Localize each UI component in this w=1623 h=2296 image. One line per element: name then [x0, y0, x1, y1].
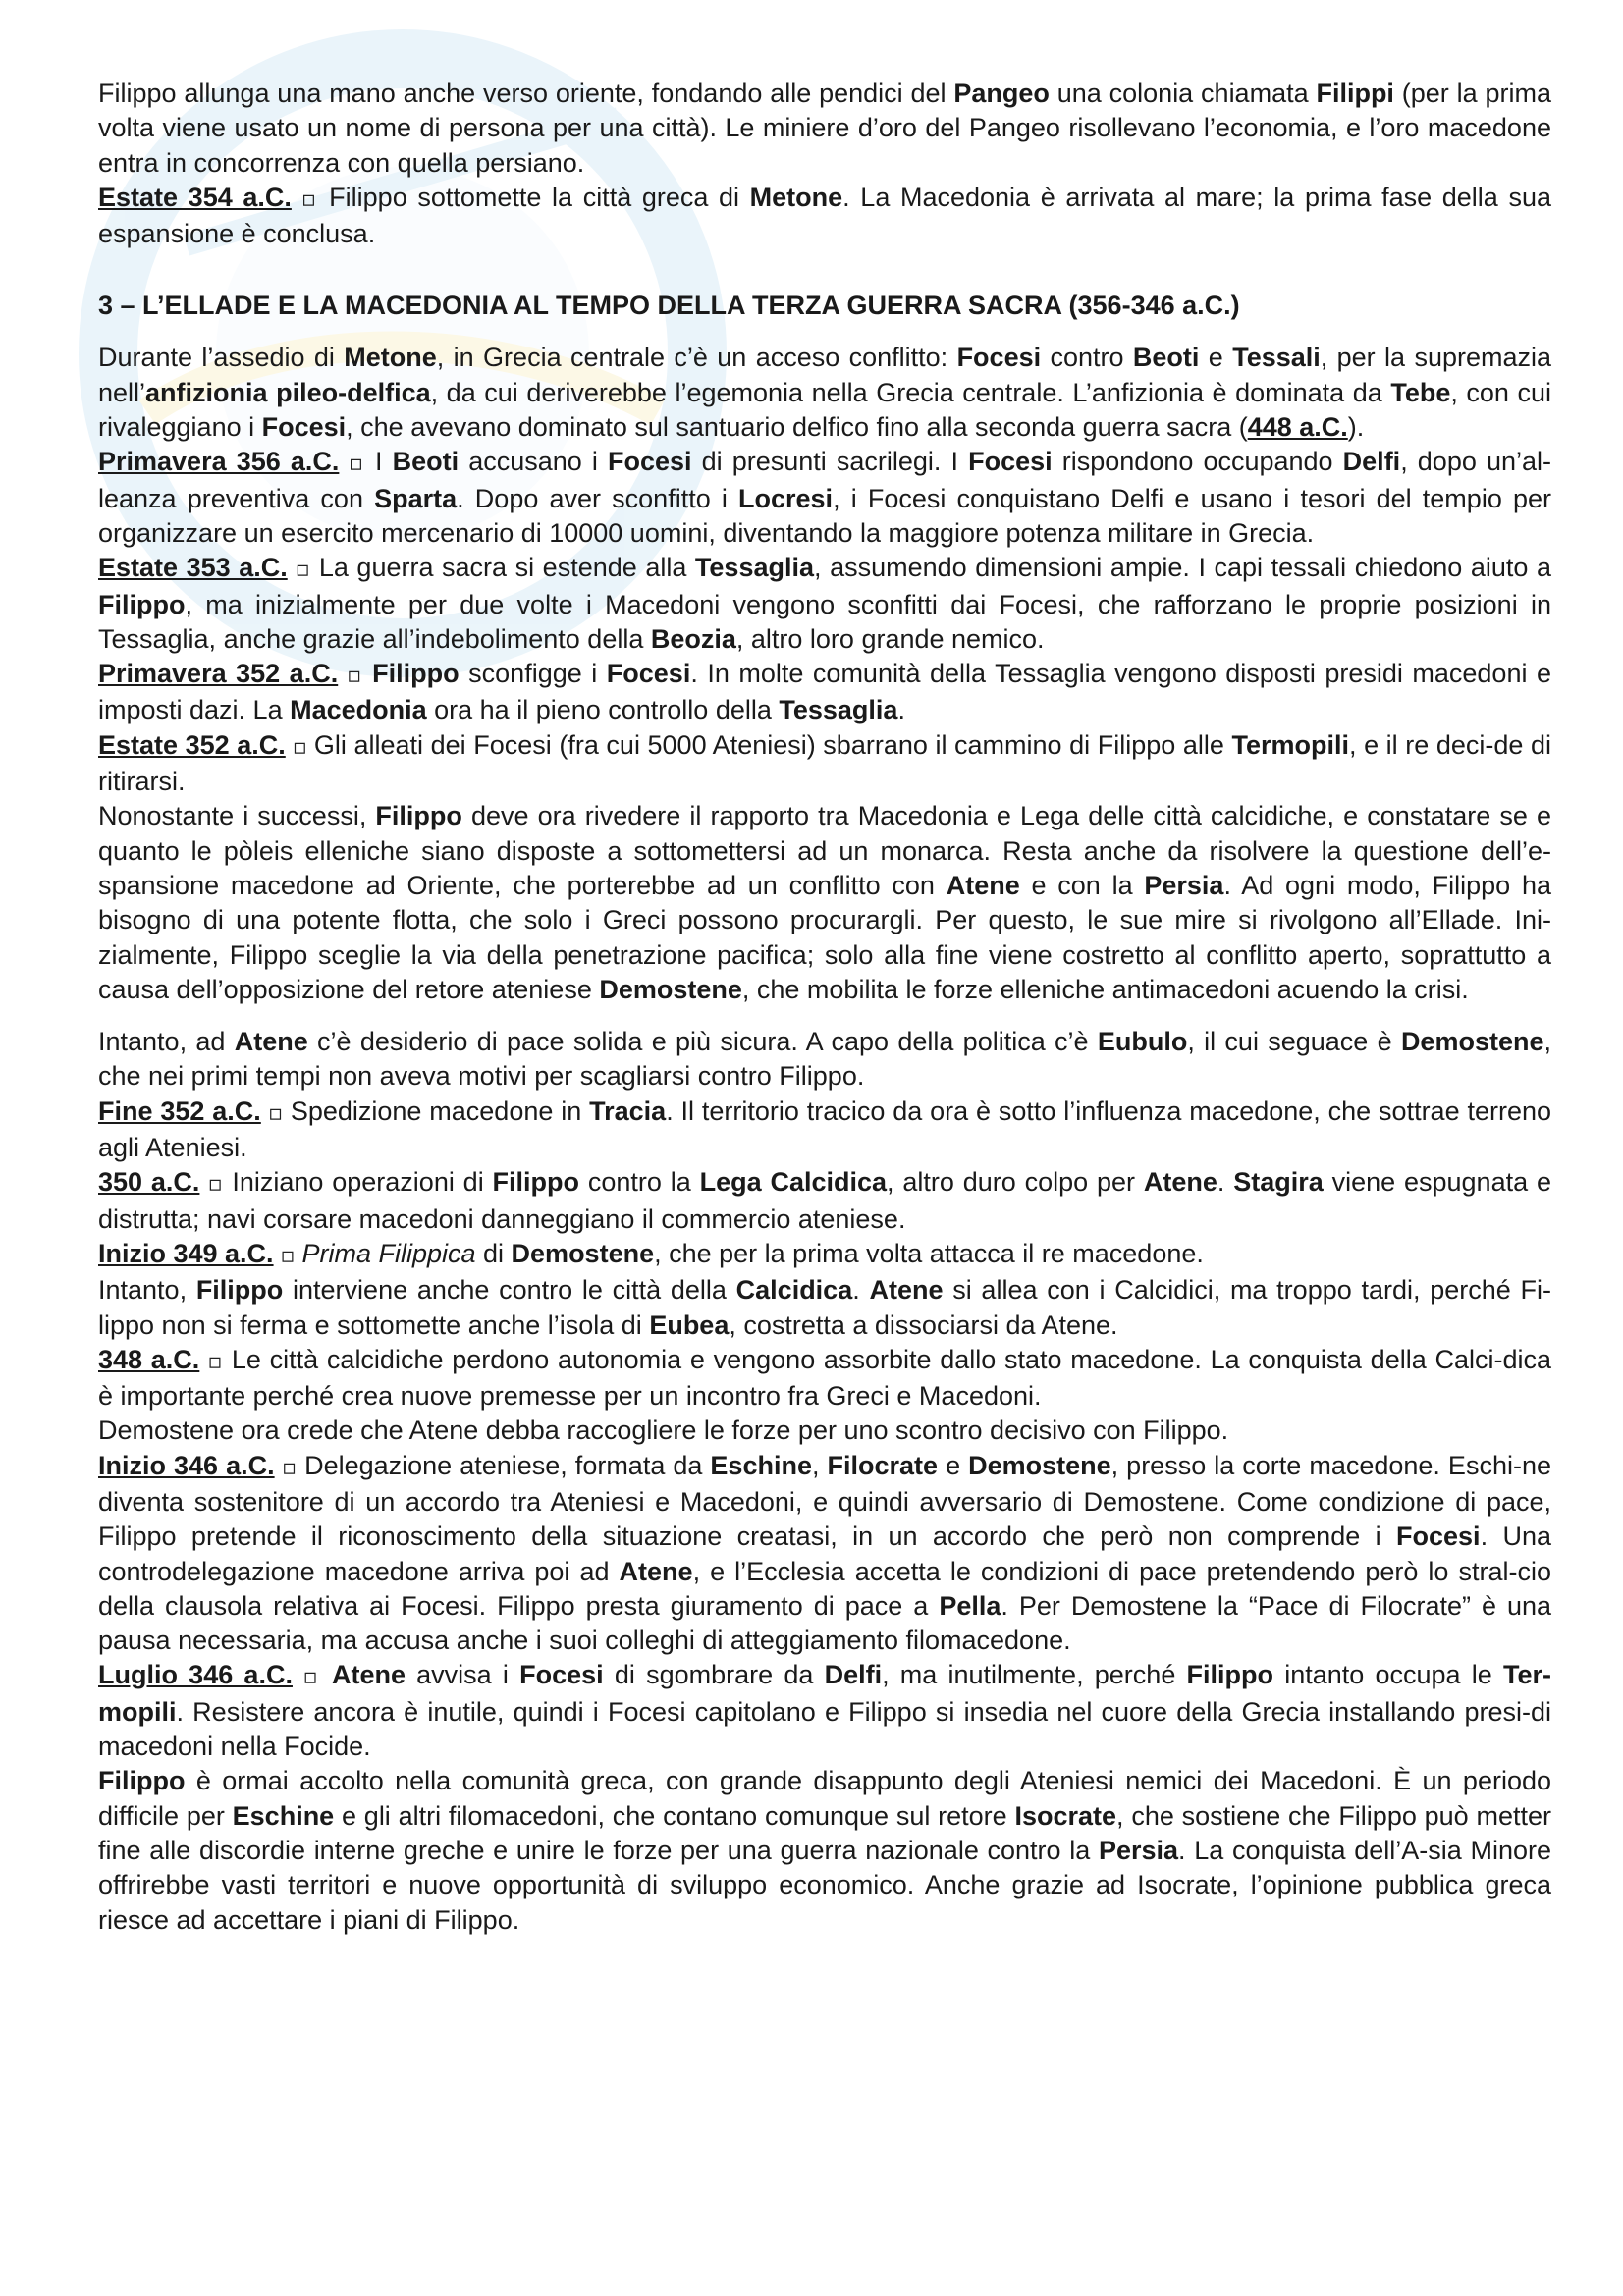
bold-term: Delfi: [1342, 447, 1401, 477]
bold-term: Atene: [331, 1660, 406, 1690]
bold-term: Filocrate: [827, 1450, 939, 1480]
date-label: Fine 352 a.C.: [98, 1095, 261, 1126]
paragraph: [98, 1658, 1551, 1764]
bold-term: Calcidica: [735, 1275, 853, 1306]
text-run: , ma inizialmente per due volte i Macedoni vengono sconfitti dai Focesi, che rafforzano le proprie posizioni in Tessaglia, anche grazie all’indebolimento della: [98, 589, 1551, 654]
bullet-arrow-icon: ▫: [199, 1349, 232, 1374]
bold-term: Isocrate: [1014, 1800, 1117, 1831]
text-run: , altro loro grande nemico.: [735, 623, 1045, 654]
text-run: una colonia chiamata: [1049, 79, 1317, 108]
bold-term: Focesi: [606, 659, 691, 689]
bold-term: Atene: [1143, 1167, 1217, 1198]
text-run: è ormai accolto nella comunità greca, con grande disappunto degli Ateniesi nemici dei Macedoni. È un periodo difficile per: [98, 1766, 1551, 1831]
date-label: Inizio 349 a.C.: [98, 1238, 274, 1268]
text-run: , da cui deriverebbe l’egemonia nella Grecia centrale. L’anfizionia è dominata da: [430, 377, 1391, 407]
text-run: Durante l’assedio di: [98, 343, 345, 373]
text-run: c’è desiderio di pace solida e più sicura. A capo della politica c’è: [307, 1027, 1098, 1057]
text-run: intanto occupa le: [1273, 1660, 1503, 1690]
date-label: Estate 354 a.C.: [98, 182, 292, 212]
text-run: ,: [811, 1450, 828, 1480]
bold-term: Eubulo: [1097, 1027, 1188, 1057]
text-run: , altro duro colpo per: [887, 1167, 1144, 1198]
bullet-arrow-icon: ▫: [291, 187, 330, 212]
text-run: . In molte comunità della Tessaglia vengono disposti presidi macedoni e imposti dazi. La: [98, 659, 1551, 725]
paragraph: [98, 341, 1551, 445]
bold-term: Filippi: [1316, 79, 1394, 108]
text-run: Iniziano operazioni di: [232, 1167, 493, 1198]
bullet-arrow-icon: ▫: [338, 664, 373, 689]
text-run: , con cui rivaleggiano i: [98, 377, 1551, 443]
date-label: 348 a.C.: [98, 1344, 200, 1374]
paragraph: [98, 77, 1551, 181]
text-run: , il cui seguace è: [1187, 1027, 1401, 1057]
text-run: , dopo un’al-leanza preventiva con: [98, 447, 1551, 513]
bullet-arrow-icon: ▫: [292, 1665, 332, 1690]
bold-term: Locresi: [738, 483, 834, 513]
bold-term: Eschine: [710, 1450, 812, 1480]
text-run: e gli altri filomacedoni, che contano comunque sul retore: [334, 1800, 1015, 1831]
date-label: Inizio 346 a.C.: [98, 1450, 275, 1480]
bold-term: Demostene: [968, 1450, 1111, 1480]
bold-term: Metone: [344, 343, 437, 373]
paragraph: [98, 728, 1551, 800]
text-run: contro la: [579, 1167, 700, 1198]
paragraph: [98, 551, 1551, 657]
bold-term: Atene: [946, 870, 1020, 900]
text-run: Intanto,: [98, 1275, 196, 1306]
bold-term: Filippo: [98, 1766, 186, 1796]
bold-term: Eubea: [649, 1309, 730, 1340]
text-run: (per la prima volta viene usato un nome di persona per una città). Le miniere d’oro del Pangeo risollevano l’economia, e l’oro macedone entra in concorrenza con quella persiano.: [98, 79, 1552, 178]
bullet-arrow-icon: ▫: [273, 1243, 302, 1268]
paragraph: [98, 181, 1551, 252]
text-run: di presunti sacrilegi. I: [691, 447, 969, 477]
bold-term: Termopili: [1231, 729, 1349, 760]
bold-term: Focesi: [519, 1660, 604, 1690]
text-run: Filippo sottomette la città greca di: [329, 182, 750, 212]
bold-term: Tracia: [589, 1095, 667, 1126]
bold-term: Atene: [234, 1027, 308, 1057]
text-run: viene espugnata e distrutta; navi corsare macedoni danneggiano il commercio ateniese.: [98, 1167, 1551, 1234]
paragraph: [98, 799, 1551, 1007]
date-label: Primavera 352 a.C.: [98, 659, 339, 689]
bold-term: Filippo: [1186, 1660, 1274, 1690]
bold-term: Eschine: [232, 1800, 335, 1831]
paragraph: [98, 1414, 1551, 1448]
text-run: Demostene ora crede che Atene debba raccogliere le forze per uno scontro decisivo con Filippo.: [98, 1415, 1229, 1446]
text-run: Delegazione ateniese, formata da: [304, 1450, 711, 1480]
paragraph: [98, 1025, 1551, 1095]
bullet-arrow-icon: ▫: [285, 734, 314, 760]
text-run: , che mobilita le forze elleniche antimacedoni acuendo la crisi.: [741, 974, 1469, 1004]
paragraph: [98, 657, 1551, 728]
date-label: 350 a.C.: [98, 1167, 200, 1198]
text-run: Filippo allunga una mano anche verso oriente, fondando alle pendici del: [98, 79, 954, 108]
text-run: accusano i: [459, 447, 608, 477]
text-run: Le città calcidiche perdono autonomia e vengono assorbite dallo stato macedone. La conquista della Calci-dica è importante perché crea nuove premesse per un incontro fra Greci e Macedoni.: [98, 1344, 1551, 1412]
bold-term: Persia: [1098, 1835, 1179, 1865]
date-label: 448 a.C.: [1247, 412, 1348, 443]
paragraph: [98, 1764, 1551, 1937]
text-run: Spedizione macedone in: [290, 1095, 590, 1126]
bold-term: Persia: [1144, 870, 1224, 900]
bold-term: Pella: [939, 1590, 1001, 1621]
bold-term: Focesi: [956, 343, 1042, 373]
document-page: [98, 77, 1551, 1938]
bold-term: Lega Calcidica: [699, 1167, 888, 1198]
bold-term: Tessaglia: [779, 695, 898, 725]
bold-term: Beoti: [392, 447, 460, 477]
text-run: ).: [1347, 412, 1365, 443]
text-run: avvisa i: [405, 1660, 520, 1690]
text-run: , e l’Ecclesia accetta le condizioni di pace pretendendo però lo stral-cio della clausola relativa ai Focesi. Filippo presta giuramento di pace a: [98, 1556, 1551, 1621]
text-run: e: [938, 1450, 969, 1480]
date-label: Primavera 356 a.C.: [98, 447, 340, 477]
paragraph: [98, 445, 1551, 551]
bold-term: Metone: [749, 182, 843, 212]
text-run: , che sostiene che Filippo può metter fine alle discordie interne greche e unire le forze per una guerra nazionale contro la: [98, 1800, 1551, 1865]
date-label: Estate 353 a.C.: [98, 553, 288, 583]
bold-term: Demostene: [511, 1238, 655, 1268]
text-run: Nonostante i successi,: [98, 801, 376, 831]
paragraph: [98, 1237, 1551, 1273]
bold-term: Filippo: [492, 1167, 580, 1198]
paragraph: [98, 1273, 1551, 1343]
bullet-arrow-icon: ▫: [287, 558, 319, 583]
paragraph: [98, 1165, 1551, 1237]
text-run: I: [375, 447, 393, 477]
paragraph: [98, 1343, 1551, 1415]
bullet-arrow-icon: ▫: [274, 1455, 305, 1480]
bold-term: Filippo: [375, 801, 462, 831]
text-run: , ma inutilmente, perché: [882, 1660, 1187, 1690]
text-run: .: [1217, 1167, 1234, 1198]
text-run: deve ora rivedere il rapporto tra Macedonia e Lega delle città calcidiche, e constatare se e quanto le pòleis elleniche siano disposte a sottomettersi ad un monarca. Resta anche da risolvere la questione dell’e-spansione macedone ad Oriente, che porterebbe ad un conflitto con: [98, 801, 1551, 900]
bold-term: Tessaglia: [694, 553, 814, 583]
text-run: . Per Demostene la “Pace di Filocrate” è una pausa necessaria, ma accusa anche i suoi colleghi di atteggiamento filomacedone.: [98, 1590, 1552, 1656]
text-run: , che per la prima volta attacca il re macedone.: [654, 1238, 1204, 1268]
bold-term: Beozia: [650, 623, 736, 654]
italic-title: Prima Filippica: [301, 1238, 476, 1268]
text-run: .: [852, 1275, 870, 1306]
bullet-arrow-icon: ▫: [260, 1100, 291, 1126]
bold-term: Pangeo: [953, 79, 1050, 108]
text-run: .: [897, 695, 905, 725]
bullet-arrow-icon: ▫: [199, 1172, 233, 1198]
text-run: contro: [1041, 343, 1133, 373]
bold-term: Tebe: [1390, 377, 1451, 407]
bold-term: Delfi: [824, 1660, 883, 1690]
section-heading: 3 – L’ELLADE E LA MACEDONIA AL TEMPO DELLA TERZA GUERRA SACRA (356-346 a.C.): [98, 291, 1240, 321]
text-run: ora ha il pieno controllo della: [426, 695, 780, 725]
date-label: Luglio 346 a.C.: [98, 1660, 293, 1690]
bold-term: Filippo: [372, 659, 460, 689]
text-run: Gli alleati dei Focesi (fra cui 5000 Ateniesi) sbarrano il cammino di Filippo alle: [313, 729, 1232, 760]
paragraph: [98, 1449, 1551, 1659]
text-run: , e il re deci-de di ritirarsi.: [98, 729, 1551, 797]
bold-term: Filippo: [195, 1275, 284, 1306]
paragraph: [98, 1095, 1551, 1166]
text-run: , per la supremazia nell’: [98, 343, 1552, 407]
text-run: . La Macedonia è arrivata al mare; la prima fase della sua espansione è conclusa.: [98, 182, 1551, 249]
date-label: Estate 352 a.C.: [98, 729, 286, 760]
bold-term: Macedonia: [290, 695, 427, 725]
bold-term: Atene: [619, 1556, 693, 1586]
text-run: e: [1199, 343, 1233, 373]
bold-term: Focesi: [608, 447, 692, 477]
bold-term: Demostene: [1400, 1027, 1544, 1057]
text-run: , che nei primi tempi non aveva motivi per scagliarsi contro Filippo.: [98, 1027, 1551, 1092]
bold-term: Ter-mopili: [98, 1660, 1551, 1727]
text-run: , costretta a dissociarsi da Atene.: [729, 1309, 1118, 1340]
bold-term: Beoti: [1132, 343, 1200, 373]
bold-term: Demostene: [599, 974, 742, 1004]
text-run: . La conquista dell’A-sia Minore offrirebbe vasti territori e nuove opportunità di sviluppo economico. Anche grazie ad Isocrate, l’opinione pubblica greca riesce ad accettare i piani di Filippo.: [98, 1835, 1551, 1935]
bold-term: Focesi: [261, 412, 347, 443]
bold-term: Focesi: [1396, 1522, 1481, 1552]
text-run: La guerra sacra si estende alla: [318, 553, 695, 583]
text-run: si allea con i Calcidici, ma troppo tardi, perché Fi-lippo non si ferma e sottomette anche l’isola di: [98, 1275, 1551, 1340]
bold-term: anfizionia pileo-delfica: [145, 377, 431, 407]
bold-term: Focesi: [968, 447, 1053, 477]
bold-term: Atene: [869, 1275, 944, 1306]
bold-term: Sparta: [374, 483, 458, 513]
text-run: di: [475, 1238, 512, 1268]
text-run: . Dopo aver sconfitto i: [457, 483, 739, 513]
text-run: Intanto, ad: [98, 1027, 235, 1057]
text-run: . Ad ogni modo, Filippo ha bisogno di una potente flotta, che solo i Greci possono procurargli. Per questo, le sue mire si rivolgono all’Ellade. Ini-zialmente, Filippo sceglie la via della penetrazione pacifica; solo alla fine viene costretto al conflitto aperto, soprattutto a causa dell’opposizione del retore ateniese: [98, 870, 1551, 1004]
bold-term: Filippo: [98, 589, 186, 619]
bullet-arrow-icon: ▫: [339, 452, 376, 477]
text-run: , in Grecia centrale c’è un acceso conflitto:: [436, 343, 957, 373]
text-run: e con la: [1019, 870, 1145, 900]
text-run: interviene anche contro le città della: [283, 1275, 736, 1306]
text-run: , i Focesi conquistano Delfi e usano i tesori del tempio per organizzare un esercito mercenario di 10000 uomini, diventando la maggiore potenza militare in Grecia.: [98, 483, 1551, 548]
text-run: . Resistere ancora è inutile, quindi i Focesi capitolano e Filippo si insedia nel cuore della Grecia installando presi-di macedoni nella Focide.: [98, 1696, 1551, 1762]
text-run: rispondono occupando: [1052, 447, 1343, 477]
text-run: sconfigge i: [459, 659, 607, 689]
text-run: , assumendo dimensioni ampie. I capi tessali chiedono aiuto a: [814, 553, 1551, 583]
bold-term: Tessali: [1232, 343, 1321, 373]
bold-term: Stagira: [1233, 1167, 1324, 1198]
text-run: . Il territorio tracico da ora è sotto l’influenza macedone, che sottrae terreno agli Ateniesi.: [98, 1095, 1552, 1163]
text-run: . Una controdelegazione macedone arriva poi ad: [98, 1522, 1551, 1586]
text-run: , che avevano dominato sul santuario delfico fino alla seconda guerra sacra (: [346, 412, 1248, 443]
text-run: di sgombrare da: [603, 1660, 825, 1690]
text-run: , presso la corte macedone. Eschi-ne diventa sostenitore di un accordo tra Ateniesi e Macedoni, e quindi avversario di Demostene. Come condizione di pace, Filippo pretende il riconoscimento della situazione creatasi, in un accordo che però non comprende i: [98, 1450, 1551, 1552]
